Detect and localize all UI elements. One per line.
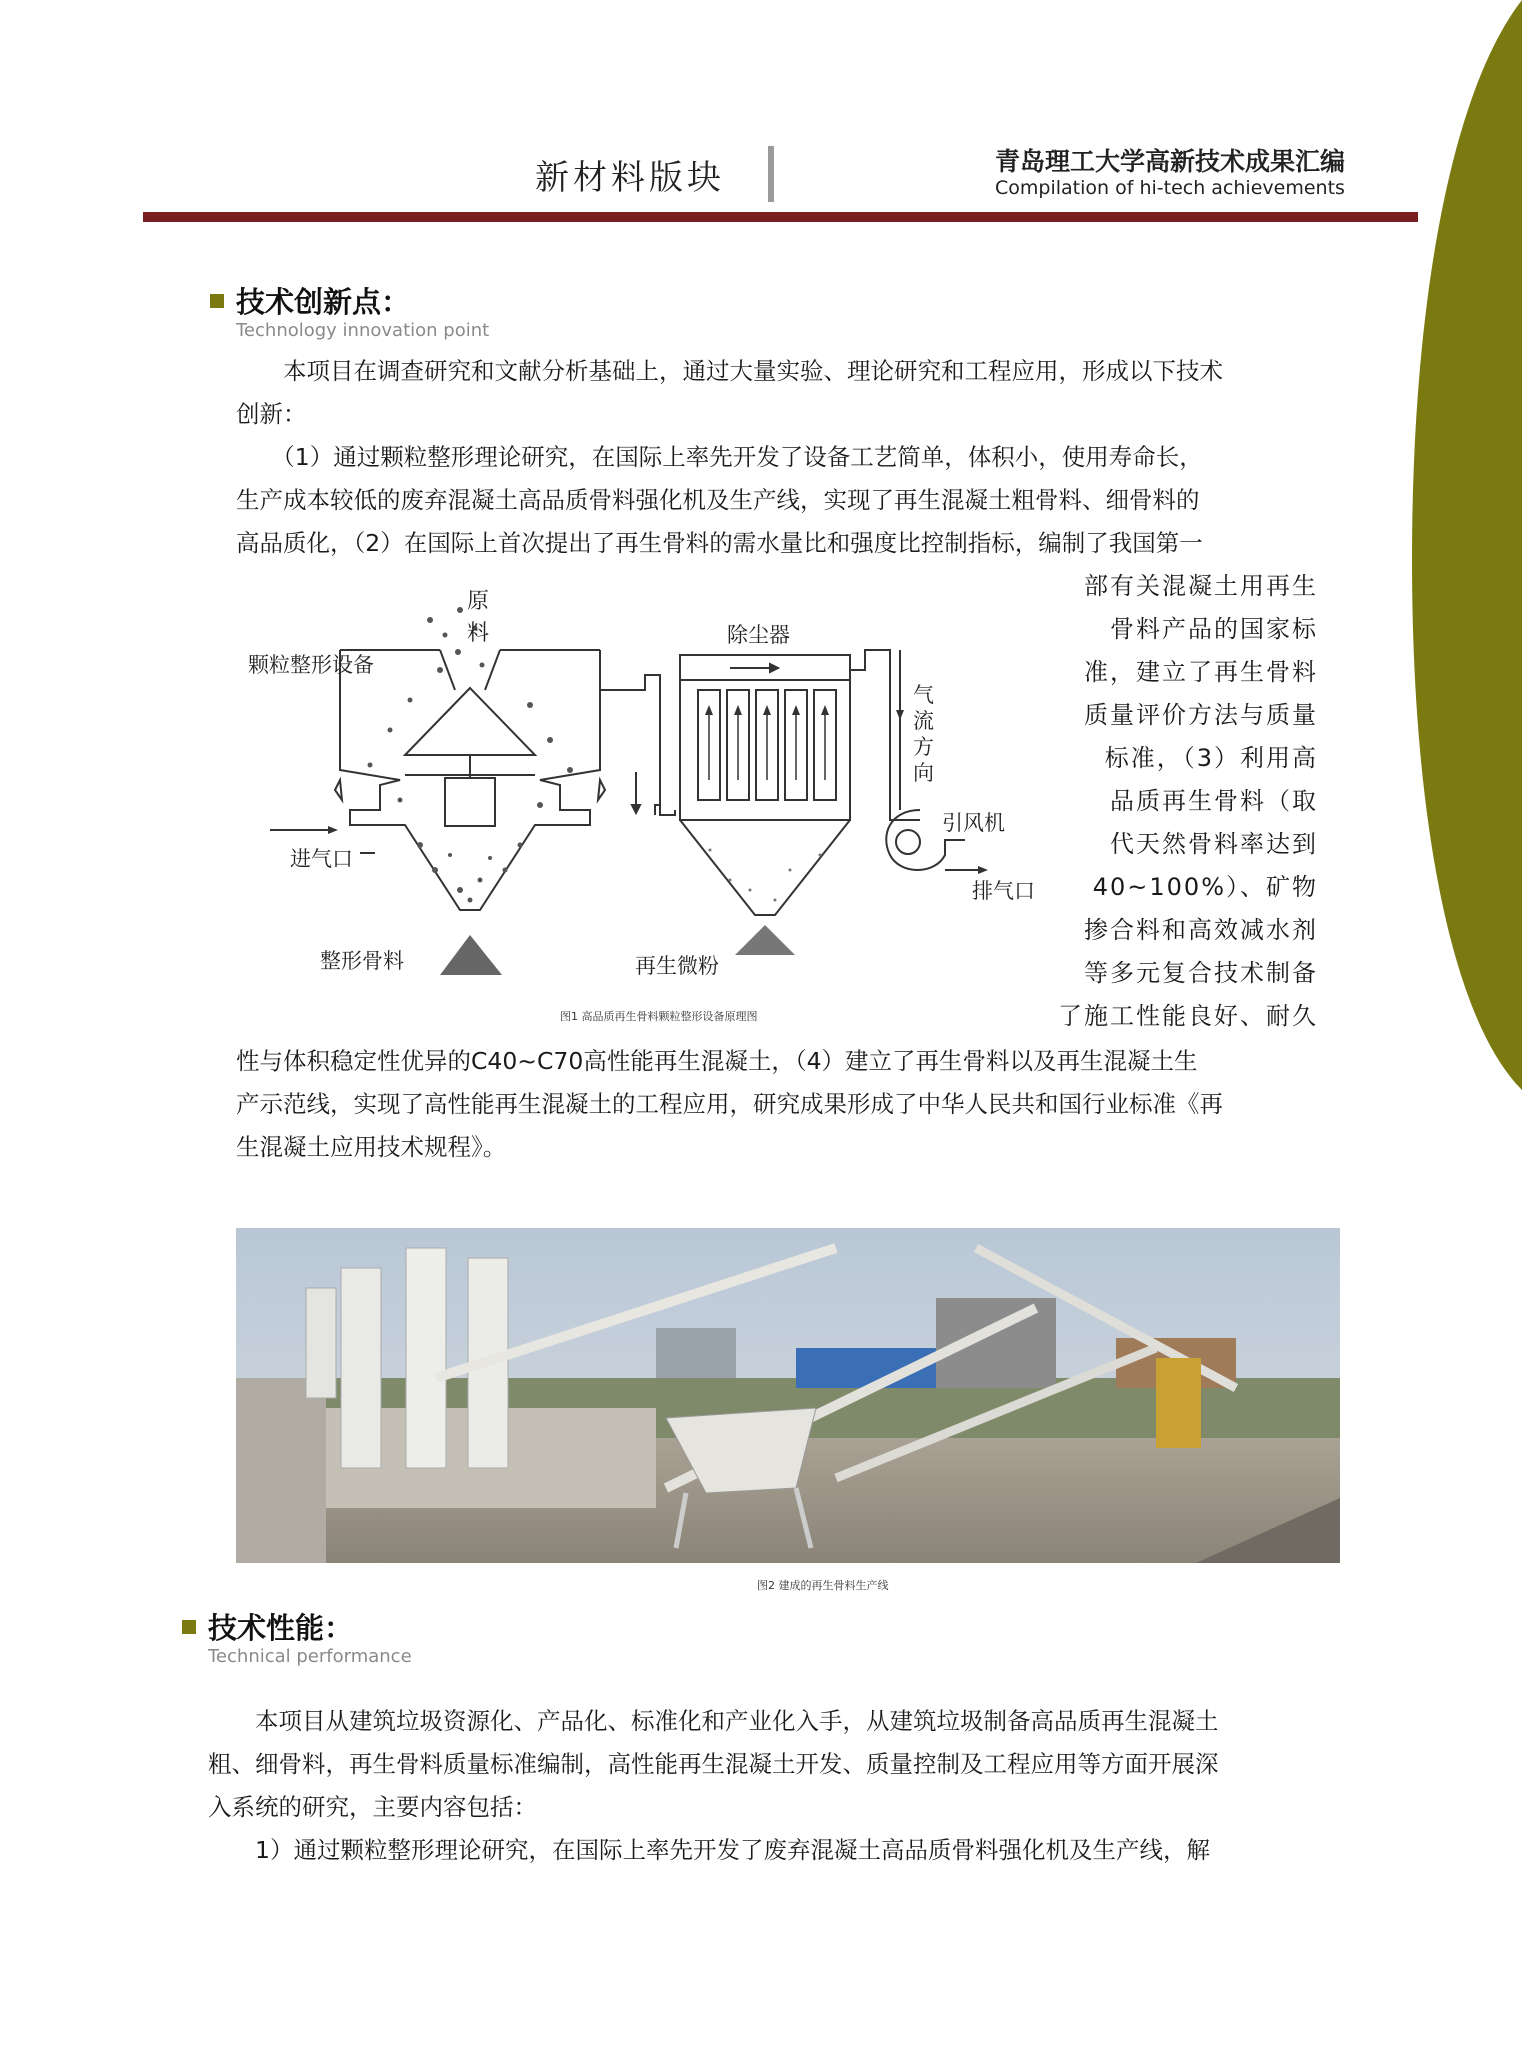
text-line: 本项目在调查研究和文献分析基础上，通过大量实验、理论研究和工程应用，形成以下技术 (236, 357, 1223, 385)
text-line: 创新： (236, 400, 307, 428)
performance-paragraph (208, 1700, 1318, 1872)
label-shaping-equipment: 颗粒整形设备 (248, 653, 374, 677)
aggregate-pile (440, 935, 502, 975)
text-line: 准，建立了再生骨料 (1084, 658, 1318, 686)
header-divider (768, 146, 774, 202)
label-raw-material-2: 料 (467, 621, 490, 646)
text-line: 掺合料和高效减水剂 (1084, 916, 1318, 944)
section-title-performance: 技术性能： (208, 1611, 354, 1645)
text-line: 粗、细骨料，再生骨料质量标准编制，高性能再生混凝土开发、质量控制及工程应用等方面开展深 (208, 1750, 1219, 1778)
section-title-innovation: 技术创新点： (236, 285, 411, 319)
section-bullet (182, 1620, 196, 1634)
text-line: 部有关混凝土用再生 (1084, 572, 1318, 600)
header-publication-en: Compilation of hi-tech achievements (995, 177, 1345, 199)
label-airflow-2: 流 (913, 709, 934, 733)
shaping-machine-body (335, 650, 605, 910)
innovation-paragraph-top (236, 350, 1316, 565)
text-line: 了施工性能良好、耐久 (1058, 1002, 1318, 1030)
text-line: 品质再生骨料（取 (1110, 787, 1318, 815)
dust-collector-body (680, 650, 920, 915)
header-section-name: 新材料版块 (535, 158, 725, 198)
label-air-inlet: 进气口 (290, 847, 353, 871)
text-line: 本项目从建筑垃圾资源化、产品化、标准化和产业化入手，从建筑垃圾制备高品质再生混凝土 (208, 1707, 1219, 1735)
header-rule (143, 212, 1418, 222)
text-line: 标准，（3）利用高 (1104, 744, 1318, 772)
label-airflow-4: 向 (913, 761, 934, 785)
label-raw-material-1: 原 (467, 589, 490, 614)
text-line: 代天然骨料率达到 (1110, 830, 1318, 858)
innovation-paragraph-bottom (236, 1040, 1316, 1169)
filter-arrowheads (705, 705, 829, 715)
label-shaped-aggregate: 整形骨料 (320, 949, 404, 973)
text-line: 入系统的研究，主要内容包括： (208, 1793, 537, 1821)
section-subtitle-performance: Technical performance (208, 1646, 412, 1667)
label-airflow-1: 气 (913, 683, 934, 707)
text-line: 性与体积稳定性优异的C40~C70高性能再生混凝土，（4）建立了再生骨料以及再生混凝土生 (236, 1047, 1198, 1075)
text-line: 生混凝土应用技术规程》。 (236, 1133, 507, 1161)
figure1-caption: 图1 高品质再生骨料颗粒整形设备原理图 (560, 1010, 758, 1023)
text-line: 骨料产品的国家标 (1110, 615, 1318, 643)
header-publication-cn: 青岛理工大学高新技术成果汇编 (995, 147, 1346, 176)
figure1-shaping-equipment-diagram (230, 580, 1060, 1000)
figure2-production-line-photo (236, 1228, 1340, 1563)
dust-pile (709, 849, 822, 956)
text-line: 等多元复合技术制备 (1084, 959, 1318, 987)
duct-lines (600, 675, 675, 815)
label-air-outlet: 排气口 (972, 879, 1035, 903)
figure2-caption: 图2 建成的再生骨料生产线 (757, 1579, 889, 1592)
text-line: 高品质化，（2）在国际上首次提出了再生骨料的需水量比和强度比控制指标，编制了我国第一 (236, 529, 1203, 557)
label-fan: 引风机 (942, 811, 1005, 835)
decorative-olive-arc (1412, 0, 1522, 1090)
section-subtitle-innovation: Technology innovation point (236, 320, 490, 341)
text-line: 生产成本较低的废弃混凝土高品质骨料强化机及生产线，实现了再生混凝土粗骨料、细骨料的 (236, 486, 1200, 514)
text-line: 产示范线，实现了高性能再生混凝土的工程应用，研究成果形成了中华人民共和国行业标准《再 (236, 1090, 1223, 1118)
section-bullet (210, 294, 224, 308)
label-airflow-3: 方 (913, 735, 934, 759)
text-line: 40~100%）、矿物 (1092, 873, 1318, 901)
text-line: 质量评价方法与质量 (1084, 701, 1318, 729)
label-dust-collector: 除尘器 (727, 623, 790, 647)
text-line: （1）通过颗粒整形理论研究，在国际上率先开发了设备工艺简单，体积小，使用寿命长， (236, 443, 1203, 471)
text-line: 1）通过颗粒整形理论研究，在国际上率先开发了废弃混凝土高品质骨料强化机及生产线，解 (208, 1836, 1210, 1864)
label-recycled-powder: 再生微粉 (635, 954, 719, 978)
